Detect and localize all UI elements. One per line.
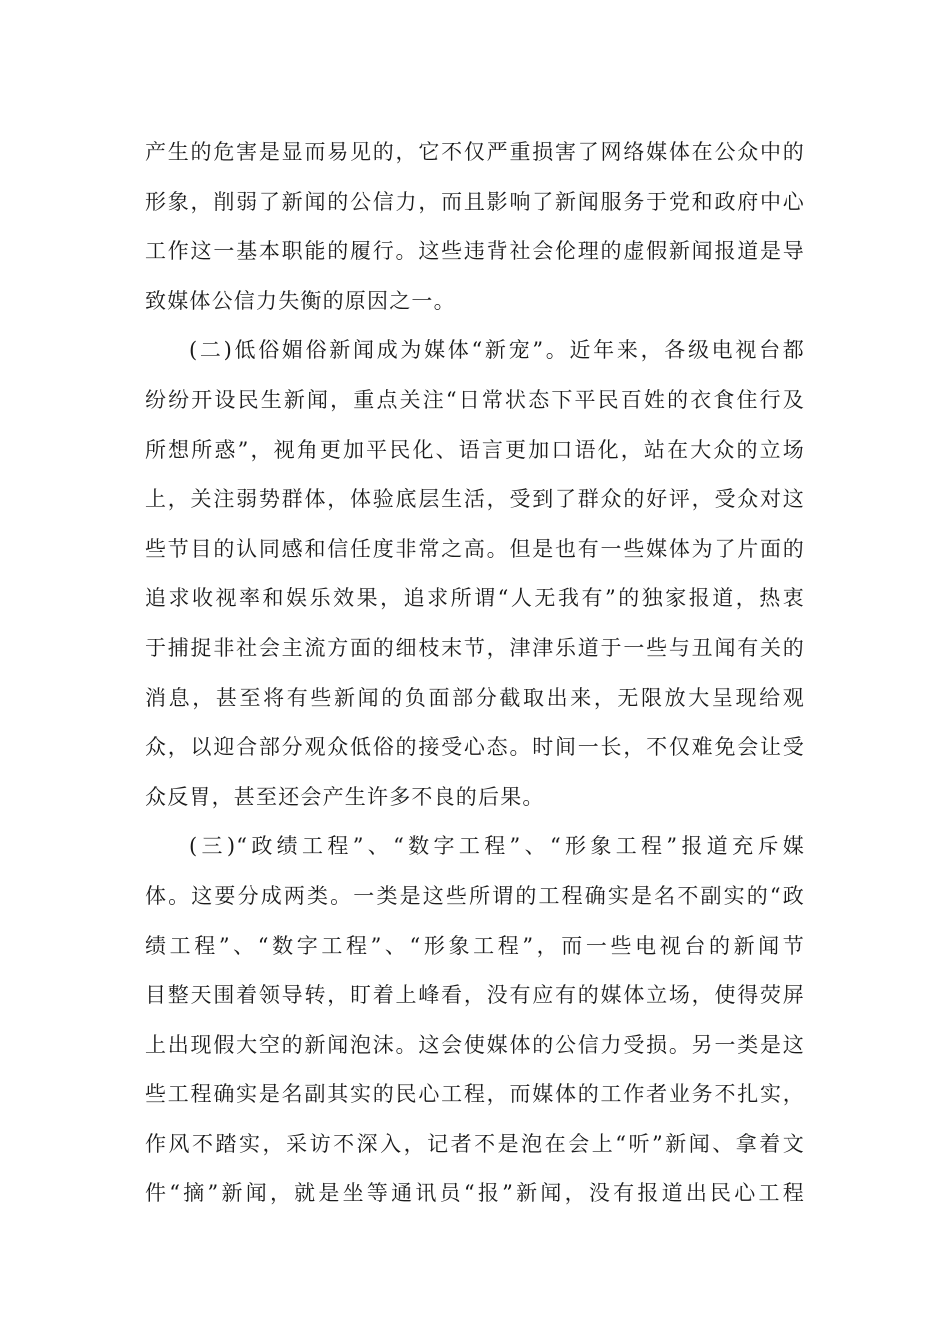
text-line: (三)“政绩工程”、“数字工程”、“形象工程”报道充斥媒 [189, 834, 805, 859]
paragraph-3 [145, 822, 805, 1219]
text-line: 上出现假大空的新闻泡沫。这会使媒体的公信力受损。另一类是这 [145, 1032, 805, 1057]
text-line: 产生的危害是显而易见的，它不仅严重损害了网络媒体在公众中的 [145, 140, 805, 164]
text-line: 体。这要分成两类。一类是这些所谓的工程确实是名不副实的“政 [145, 883, 805, 908]
text-line: 绩工程”、“数字工程”、“形象工程”，而一些电视台的新闻节 [145, 933, 805, 958]
text-line: 上，关注弱势群体，体验底层生活，受到了群众的好评，受众对这 [145, 487, 805, 512]
body-text [145, 128, 805, 1219]
text-line: 纷纷开设民生新闻，重点关注“日常状态下平民百姓的衣食住行及 [145, 387, 805, 412]
text-line: 致媒体公信力失衡的原因之一。 [145, 288, 456, 313]
paragraph-2 [145, 326, 805, 822]
text-line: (二)低俗媚俗新闻成为媒体“新宠”。近年来，各级电视台都 [189, 338, 805, 363]
paragraph-1 [145, 128, 805, 326]
text-line: 件“摘”新闻，就是坐等通讯员“报”新闻，没有报道出民心工程 [145, 1181, 805, 1206]
text-line: 些节目的认同感和信任度非常之高。但是也有一些媒体为了片面的 [145, 536, 805, 561]
text-line: 些工程确实是名副其实的民心工程，而媒体的工作者业务不扎实， [145, 1082, 805, 1107]
text-line: 工作这一基本职能的履行。这些违背社会伦理的虚假新闻报道是导 [145, 239, 805, 264]
text-line: 众反胃，甚至还会产生许多不良的后果。 [145, 784, 545, 809]
text-line: 所想所惑”，视角更加平民化、语言更加口语化，站在大众的立场 [145, 437, 805, 462]
text-line: 消息，甚至将有些新闻的负面部分截取出来，无限放大呈现给观 [145, 685, 805, 710]
text-line: 众，以迎合部分观众低俗的接受心态。时间一长，不仅难免会让受 [145, 735, 805, 760]
text-line: 作风不踏实，采访不深入，记者不是泡在会上“听”新闻、拿着文 [145, 1131, 805, 1156]
text-line: 形象，削弱了新闻的公信力，而且影响了新闻服务于党和政府中心 [145, 189, 805, 214]
text-line: 目整天围着领导转，盯着上峰看，没有应有的媒体立场，使得荧屏 [145, 983, 805, 1008]
text-line: 于捕捉非社会主流方面的细枝末节，津津乐道于一些与丑闻有关的 [145, 635, 805, 660]
text-line: 追求收视率和娱乐效果，追求所谓“人无我有”的独家报道，热衷 [145, 586, 805, 611]
